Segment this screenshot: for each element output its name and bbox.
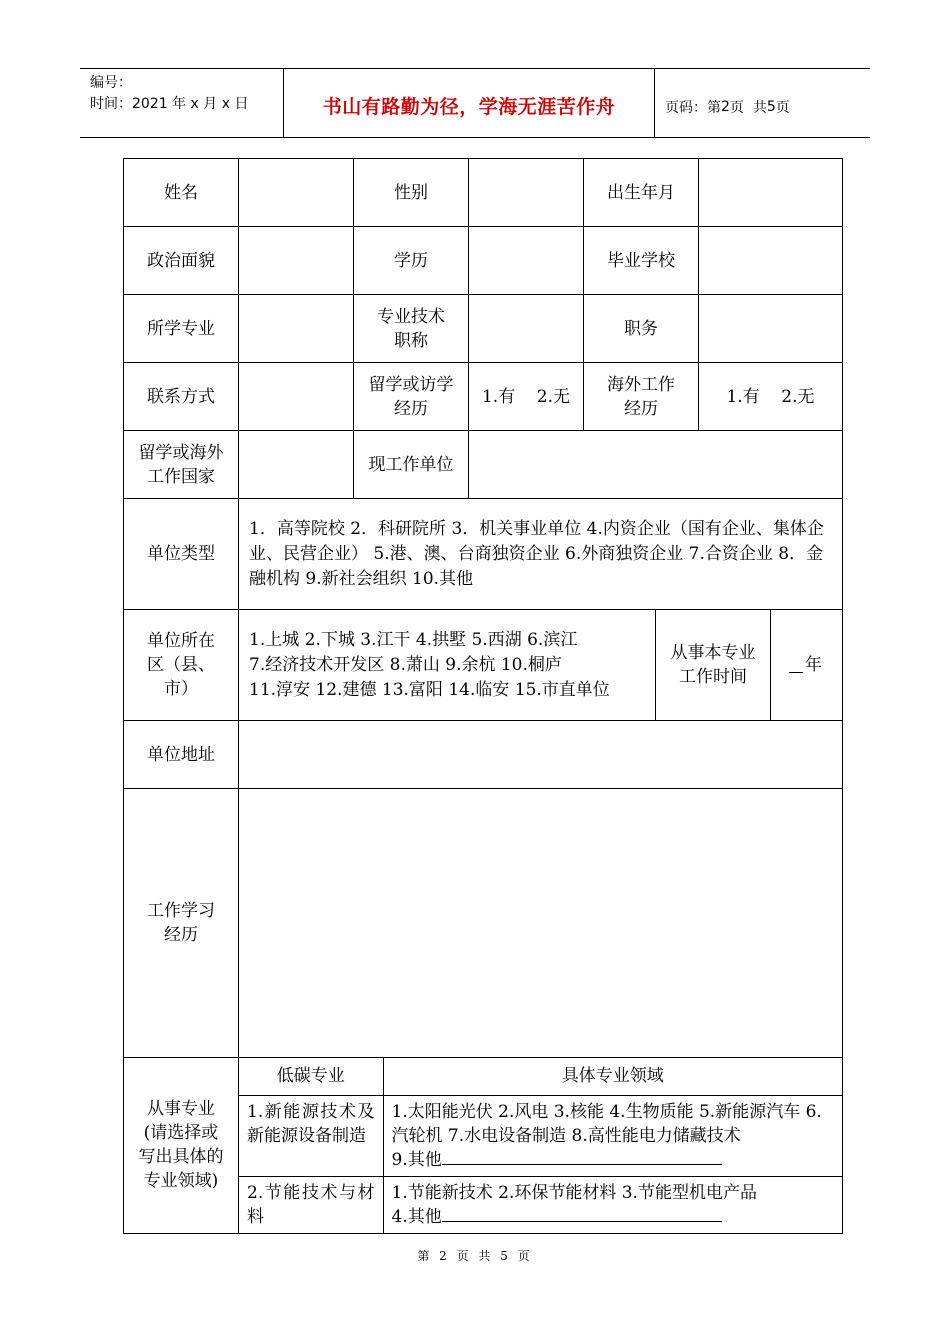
name-field[interactable] [239,159,354,227]
country-field[interactable] [239,431,354,499]
overseas-work-options[interactable]: 1.有 2.无 [699,363,843,431]
district-label-line1: 单位所在 [147,631,215,651]
unit-type-label: 单位类型 [124,499,239,610]
overseas-work-line2: 经历 [624,398,658,419]
gender-label: 性别 [354,159,469,227]
position-label: 职务 [584,295,699,363]
field-selection-cell [239,1058,843,1234]
low-carbon-header: 低碳专业 [276,1066,345,1087]
time-text: 时间：2021 年 x 月 x 日 [90,96,249,112]
district-label-line2: 区（县、 [147,655,215,675]
field-label-line4: 专业领域) [143,1171,219,1192]
history-label-line1: 工作学习 [147,901,215,921]
page-prefix: 页码：第 [665,100,721,116]
field-items-1-text: 1.太阳能光伏 2.风电 3.核能 4.生物质能 5.新能源汽车 6.汽轮机 7.水电设备制造 8.高性能电力储藏技术 [391,1101,822,1146]
education-label: 学历 [354,227,469,295]
position-field[interactable] [699,295,843,363]
contact-field[interactable] [239,363,354,431]
field-label-line2: (请选择或 [143,1123,219,1144]
field-category-1[interactable]: 1.新能源技术及新能源设备制造 [239,1095,383,1176]
field-label [124,1058,239,1234]
field-items-2-text: 1.节能新技术 2.环保节能材料 3.节能型机电产品 [391,1182,757,1203]
district-label [124,610,239,721]
years-label-line1: 从事本专业 [670,643,756,663]
overseas-work-line1: 海外工作 [607,374,675,395]
country-label [124,431,239,499]
address-field[interactable] [239,721,843,789]
country-line1: 留学或海外 [138,442,224,463]
years-label-line2: 工作时间 [679,667,747,687]
district-label-line3: 市） [164,679,198,699]
school-label: 毕业学校 [584,227,699,295]
employer-label: 现工作单位 [354,431,469,499]
specific-field-header: 具体专业领域 [383,1058,842,1095]
district-options-line3: 11.淳安 12.建德 13.富阳 14.临安 15.市直单位 [249,679,610,700]
years-label [656,610,771,721]
address-label: 单位地址 [124,721,239,789]
major-field[interactable] [239,295,354,363]
years-field[interactable] [771,610,843,721]
professional-title-line1: 专业技术 [377,306,445,327]
study-abroad-label [354,363,469,431]
education-field[interactable] [469,227,584,295]
major-label: 所学专业 [124,295,239,363]
serial-label: 编号： [90,75,132,91]
birth-field[interactable] [699,159,843,227]
field-other-2: 4.其他 [391,1206,442,1227]
unit-type-options[interactable]: 1．高等院校 2．科研院所 3．机关事业单位 4.内资企业（国有企业、集体企业、民营企业） 5.港、澳、台商独资企业 6.外商独资企业 7.合资企业 8．金融机构 9.新社会组织 10.其他 [239,499,843,610]
years-blank [789,658,803,673]
field-label-line3: 写出具体的 [138,1147,224,1168]
employer-field[interactable] [469,431,843,499]
field-table [239,1058,842,1233]
page-total: 5 [766,99,776,115]
district-options-line2: 7.经济技术开发区 8.萧山 9.余杭 10.桐庐 [249,654,562,675]
field-other-2-blank[interactable] [442,1205,722,1222]
page-footer: 第 2 页 共 5 页 [417,1249,533,1263]
history-label [124,789,239,1058]
school-field[interactable] [699,227,843,295]
registration-form [123,158,843,1234]
field-label-line1: 从事专业 [147,1099,215,1120]
professional-title-field[interactable] [469,295,584,363]
history-field[interactable] [239,789,843,1058]
political-field[interactable] [239,227,354,295]
page-header [80,68,870,138]
header-meta [90,73,248,115]
years-unit: 年 [805,655,822,675]
page-current: 2 [721,99,730,115]
field-items-1[interactable] [383,1095,842,1176]
birth-label: 出生年月 [584,159,699,227]
professional-title-label [354,295,469,363]
overseas-work-label [584,363,699,431]
district-options-line1: 1.上城 2.下城 3.江干 4.拱墅 5.西湖 6.滨江 [249,629,578,650]
study-abroad-options[interactable]: 1.有 2.无 [469,363,584,431]
country-line2: 工作国家 [147,466,215,487]
field-items-2[interactable] [383,1176,842,1233]
page-middle: 页 共 [729,100,767,116]
page-indicator [665,69,790,141]
field-other-1: 9.其他 [391,1149,442,1170]
page-suffix: 页 [775,100,790,116]
study-abroad-line2: 经历 [394,398,428,419]
history-label-line2: 经历 [164,925,198,945]
header-motto: 书山有路勤为径，学海无涯苦作舟 [322,95,616,118]
name-label: 姓名 [124,159,239,227]
header-motto-cell [283,69,655,137]
field-other-1-blank[interactable] [442,1148,722,1165]
study-abroad-line1: 留学或访学 [368,374,454,395]
gender-field[interactable] [469,159,584,227]
district-options[interactable] [239,610,656,721]
contact-label: 联系方式 [124,363,239,431]
professional-title-line2: 职称 [394,330,428,351]
field-category-2[interactable]: 2.节能技术与材料 [239,1176,383,1233]
political-label: 政治面貌 [124,227,239,295]
